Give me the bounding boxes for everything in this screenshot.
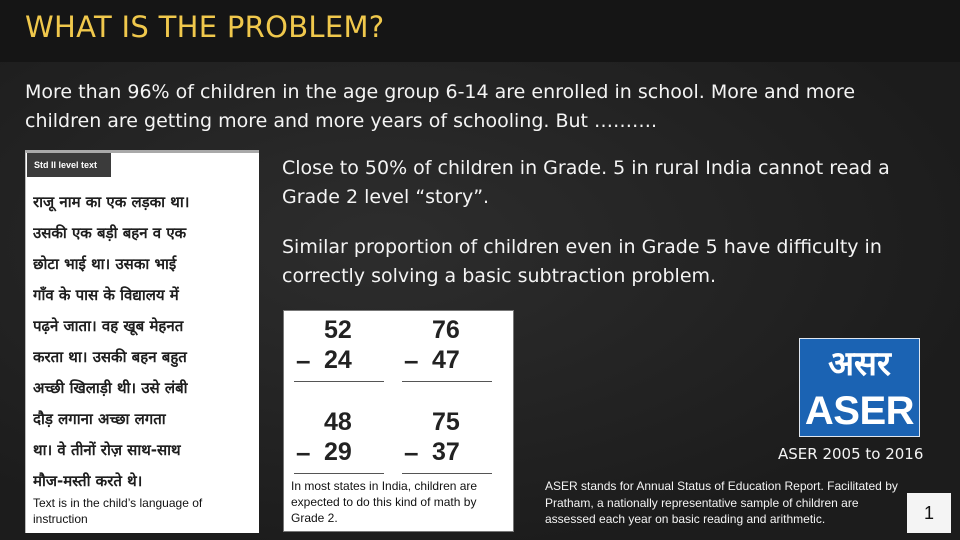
finding-reading: Close to 50% of children in Grade. 5 in rural India cannot read a Grade 2 level “story”. [282,157,890,208]
hindi-story-image [25,150,259,533]
story-line: दौड़ लगाना अच्छा लगता [33,410,166,428]
minuend: 76 [432,316,460,344]
minus-sign: – [296,437,311,467]
page-number: 1 [907,493,951,533]
story-line: राजू नाम का एक लड़का था। [33,193,190,211]
minus-sign: – [404,437,419,467]
subtrahend: 47 [432,346,460,374]
story-line: गाँव के पास के विद्यालय में [33,286,179,304]
subtrahend: 24 [324,346,352,374]
story-line: पढ़ने जाता। वह खूब मेहनत [33,317,184,335]
minuend: 52 [324,316,352,344]
minuend: 48 [324,408,352,436]
aser-logo [799,338,920,437]
minus-sign: – [404,345,419,375]
answer-line [294,381,384,382]
aser-logo-english: ASER [804,389,915,433]
aser-description: ASER stands for Annual Status of Education Report. Facilitated by Pratham, a nationally representative sample of children are assessed each year on basic reading and arithmetic. [545,479,898,526]
story-line: छोटा भाई था। उसका भाई [33,255,177,273]
minus-sign: – [296,345,311,375]
aser-years: ASER 2005 to 2016 [778,445,924,463]
minuend: 75 [432,408,460,436]
slide-title: WHAT IS THE PROBLEM? [25,10,385,44]
intro-text: More than 96% of children in the age group 6-14 are enrolled in school. More and more children are getting more and more years of schooling. But ………. [25,81,856,132]
std-level-label: Std II level text [27,153,111,177]
answer-line [294,473,384,474]
story-line: मौज-मस्ती करते थे। [33,472,143,490]
story-line: अच्छी खिलाड़ी थी। उसे लंबी [33,379,188,397]
story-text [33,187,253,497]
subtraction-problems-image [283,310,514,532]
story-caption: Text is in the child’s language of instruction [33,496,203,526]
finding-math: Similar proportion of children even in Grade 5 have difficulty in correctly solving a basic subtraction problem. [282,236,882,287]
aser-logo-hindi: असर [828,344,891,384]
story-line: उसकी एक बड़ी बहन व एक [33,224,187,242]
subtrahend: 37 [432,438,460,466]
answer-line [402,473,492,474]
story-line: था। वे तीनों रोज़ साथ-साथ [33,441,181,459]
story-line: करता था। उसकी बहन बहुत [33,348,187,366]
subtrahend: 29 [324,438,352,466]
title-bar [0,0,960,62]
math-caption: In most states in India, children are expected to do this kind of math by Grade 2. [291,479,478,525]
answer-line [402,381,492,382]
